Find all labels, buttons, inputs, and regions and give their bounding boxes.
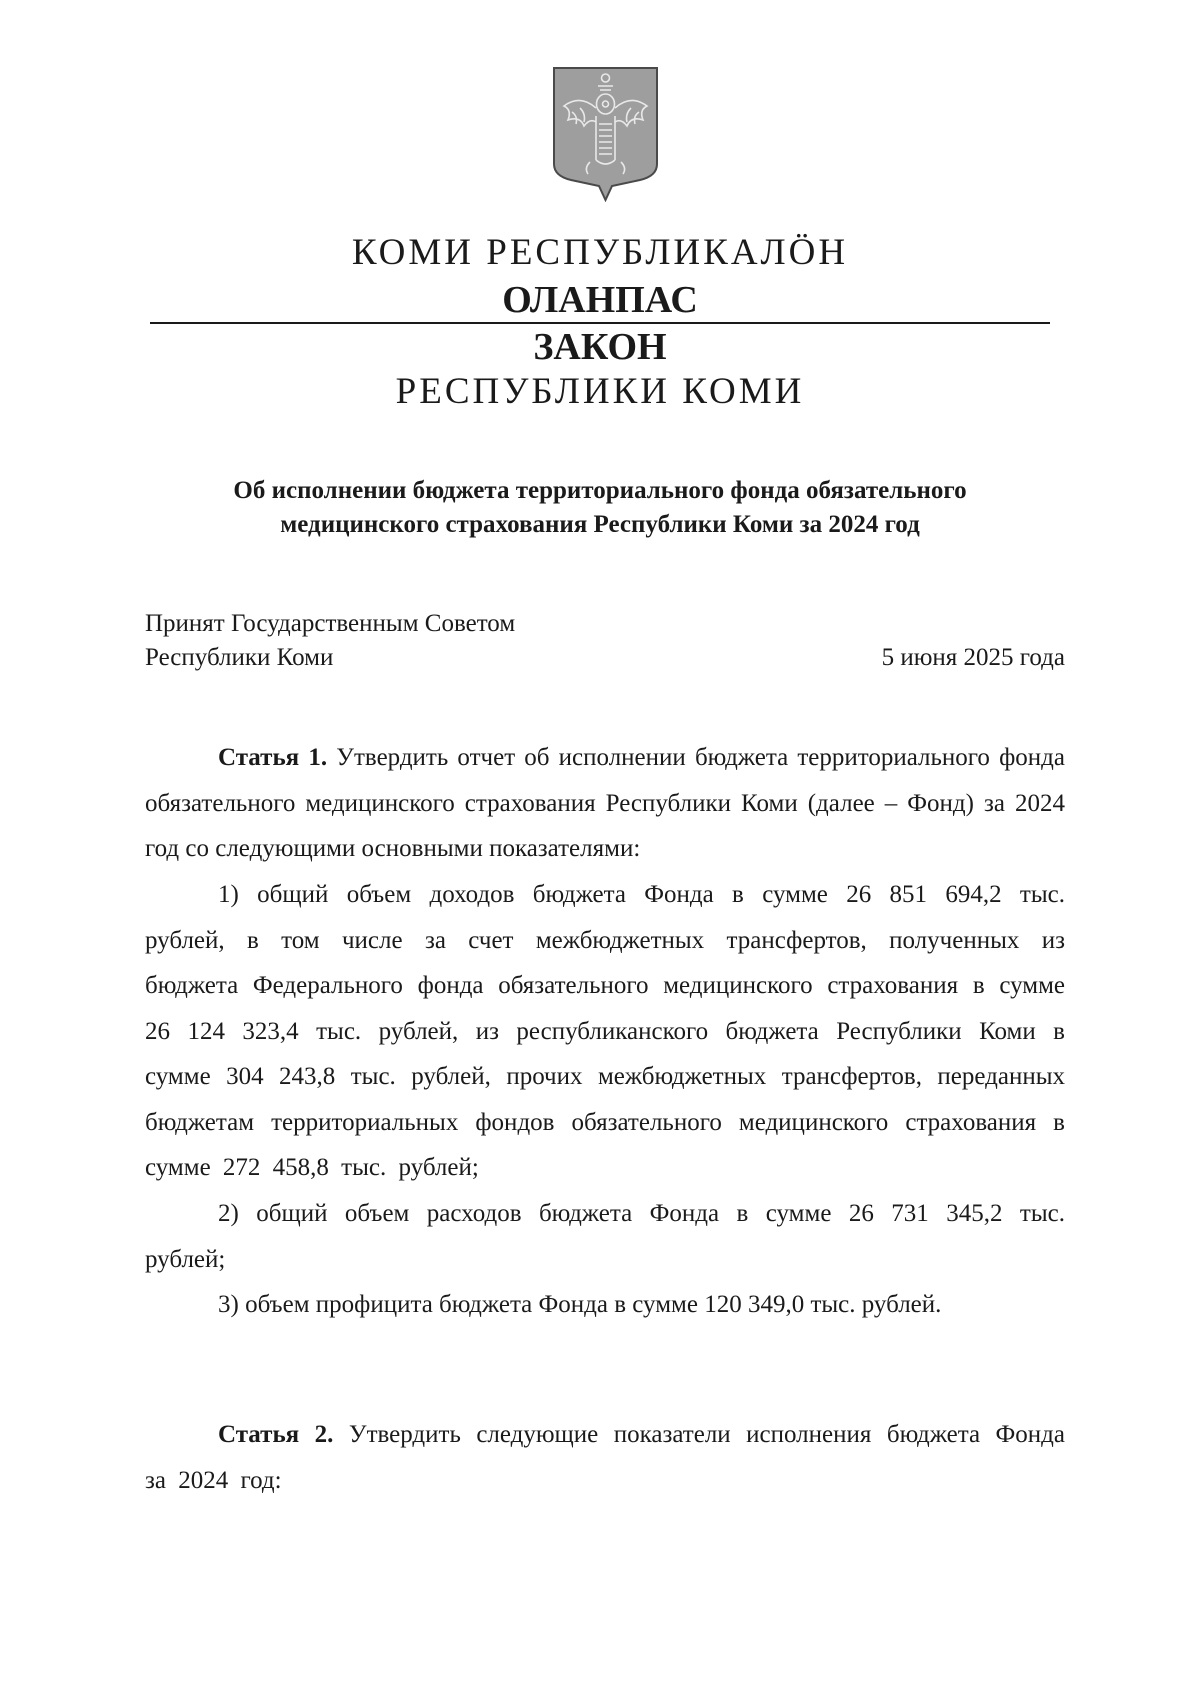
article-1-item-3: 3) объем профицита бюджета Фонда в сумме 120 349,0 тыс. рублей. [218,1291,942,1318]
law-title-line-2: медицинского страхования Республики Коми за 2024 год [280,511,920,538]
article-1-label: Статья 1. [218,744,328,771]
coat-of-arms-icon [550,64,661,202]
adoption-line-2: Республики Коми [145,644,334,671]
republic-heading: РЕСПУБЛИКИ КОМИ [395,371,805,412]
article-1-item-2: 2) общий объем расходов бюджета Фонда в сумме 26 731 345,2 тыс. рублей; [145,1200,1065,1273]
komi-republic-heading: КОМИ РЕСПУБЛИКАЛӦН [351,232,849,273]
law-title-line-1: Об исполнении бюджета территориального фонда обязательного [233,477,967,504]
adoption-authority [145,607,515,675]
heading-divider [150,322,1050,324]
article-1-text: Утвердить отчет об исполнении бюджета территориального фонда обязательного медицинского страхования Республики Коми (далее – Фонд) за 2024 год со следующими основными показателями: [145,744,1065,862]
komi-law-heading: ОЛАНПАС [502,279,698,321]
law-title [150,474,1050,542]
article-2-paragraph [145,1412,1065,1503]
article-2-label: Статья 2. [218,1421,334,1448]
law-heading: ЗАКОН [533,326,667,368]
article-1-item-1: 1) общий объем доходов бюджета Фонда в сумме 26 851 694,2 тыс. рублей, в том числе за счет межбюджетных трансфертов, полученных из бюджета Федерального фонда обязательного медицинского страхования в сумме 26 124 323,4 тыс. рублей, из республиканского бюджета Республики Коми в сумме 304 243,8 тыс. рублей, прочих межбюджетных трансфертов, переданных бюджетам территориальных фондов обязательного медицинского страхования в сумме 272 458,8 тыс. рублей; [145,881,1065,1181]
article-1-paragraph [145,735,1065,872]
adoption-date: 5 июня 2025 года [881,644,1065,671]
adoption-line-1: Принят Государственным Советом [145,610,516,637]
article-2-text: Утвердить следующие показатели исполнения бюджета Фонда за 2024 год: [145,1421,1065,1494]
